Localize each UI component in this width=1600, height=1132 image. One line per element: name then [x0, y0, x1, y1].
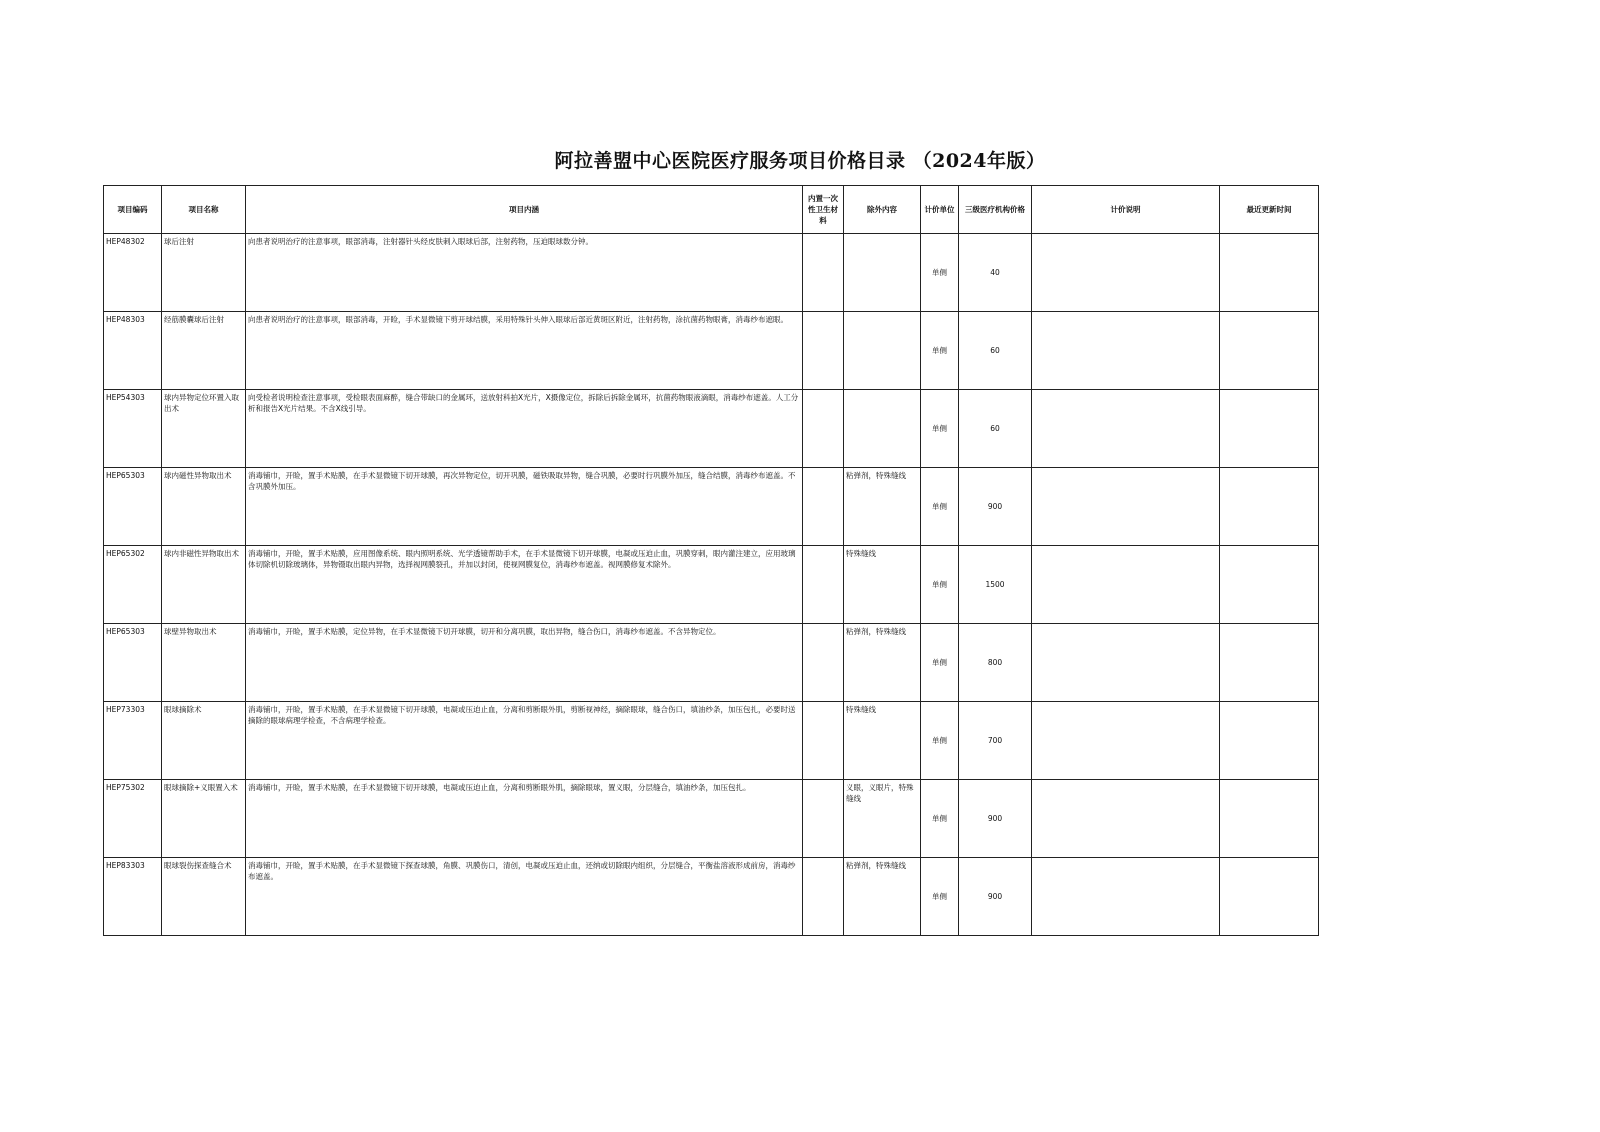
cell-name: 球后注射: [162, 234, 246, 312]
column-header-code: 项目编码: [104, 186, 162, 234]
table-row: [104, 234, 1319, 312]
cell-content: 消毒铺巾，开睑，置手术贴膜，应用图像系统、眼内照明系统、光学透镜帮助手术，在手术显微镜下切开球膜，电凝或压迫止血，巩膜穿刺，眼内灌注建立，应用玻璃体切除机切除玻璃体，异物镊取出眼内异物，选择视网膜裂孔，并加以封闭，使视网膜复位，消毒纱布遮盖。视网膜修复术除外。: [246, 546, 803, 624]
table-row: [104, 624, 1319, 702]
cell-code: HEP65303: [104, 468, 162, 546]
cell-content: 向受检者说明检查注意事项，受检眼表面麻醉，缝合带缺口的金属环，送放射科拍X光片，X摄像定位，拆除后拆除金属环，抗菌药物眼液滴眼，消毒纱布遮盖。人工分析和报告X光片结果。不含X线引导。: [246, 390, 803, 468]
cell-name: 球壁异物取出术: [162, 624, 246, 702]
cell-unit: 单侧: [921, 702, 959, 780]
cell-content: 消毒铺巾，开睑，置手术贴膜，在手术显微镜下探查球膜，角膜、巩膜伤口，清创，电凝或压迫止血，还纳或切除眼内组织，分层缝合，平衡盐溶液形成前房，消毒纱布遮盖。: [246, 858, 803, 936]
cell-code: HEP65302: [104, 546, 162, 624]
cell-code: HEP48303: [104, 312, 162, 390]
table-row: [104, 312, 1319, 390]
header-row: [104, 186, 1319, 234]
column-header-updated: 最近更新时间: [1220, 186, 1319, 234]
table-row: [104, 702, 1319, 780]
cell-updated: [1220, 546, 1319, 624]
table-row: [104, 468, 1319, 546]
cell-exclusions: [844, 234, 921, 312]
cell-code: HEP75302: [104, 780, 162, 858]
cell-updated: [1220, 780, 1319, 858]
cell-consumables: [803, 546, 844, 624]
cell-price: 40: [959, 234, 1032, 312]
table-row: [104, 390, 1319, 468]
cell-unit: 单侧: [921, 234, 959, 312]
cell-notes: [1032, 858, 1220, 936]
cell-name: 球内磁性异物取出术: [162, 468, 246, 546]
cell-price: 900: [959, 858, 1032, 936]
table-body: [104, 234, 1319, 936]
cell-content: 消毒铺巾，开睑，置手术贴膜，在手术显微镜下切开球膜，电凝或压迫止血，分离和剪断眼外肌，剪断视神经，摘除眼球，缝合伤口，填油纱条，加压包扎，必要时送摘除的眼球病理学检查，不含病理学检查。: [246, 702, 803, 780]
cell-content: 消毒铺巾，开睑，置手术贴膜，在手术显微镜下切开球膜，再次异物定位，切开巩膜，磁铁吸取异物，缝合巩膜，必要时行巩膜外加压，缝合结膜，消毒纱布遮盖。不含巩膜外加压。: [246, 468, 803, 546]
cell-consumables: [803, 780, 844, 858]
column-header-content: 项目内涵: [246, 186, 803, 234]
cell-consumables: [803, 312, 844, 390]
cell-consumables: [803, 234, 844, 312]
cell-code: HEP65303: [104, 624, 162, 702]
cell-content: 消毒铺巾，开睑，置手术贴膜，在手术显微镜下切开球膜，电凝或压迫止血，分离和剪断眼外肌，摘除眼球，置义眼，分层缝合，填油纱条，加压包扎。: [246, 780, 803, 858]
cell-updated: [1220, 468, 1319, 546]
table-row: [104, 546, 1319, 624]
cell-unit: 单侧: [921, 390, 959, 468]
cell-name: 经筋膜囊球后注射: [162, 312, 246, 390]
cell-code: HEP83303: [104, 858, 162, 936]
cell-name: 眼球摘除术: [162, 702, 246, 780]
column-header-name: 项目名称: [162, 186, 246, 234]
cell-price: 900: [959, 468, 1032, 546]
cell-price: 60: [959, 390, 1032, 468]
column-header-exclusions: 除外内容: [844, 186, 921, 234]
cell-consumables: [803, 468, 844, 546]
cell-content: 向患者说明治疗的注意事项，眼部消毒，开睑，手术显微镜下剪开球结膜，采用特殊针头伸入眼球后部近黄斑区附近，注射药物，涂抗菌药物眼膏，消毒纱布遮眼。: [246, 312, 803, 390]
cell-exclusions: 粘弹剂，特殊缝线: [844, 624, 921, 702]
cell-updated: [1220, 390, 1319, 468]
cell-updated: [1220, 858, 1319, 936]
cell-price: 60: [959, 312, 1032, 390]
cell-unit: 单侧: [921, 312, 959, 390]
cell-notes: [1032, 624, 1220, 702]
cell-consumables: [803, 624, 844, 702]
table-row: [104, 780, 1319, 858]
cell-code: HEP48302: [104, 234, 162, 312]
cell-notes: [1032, 702, 1220, 780]
cell-consumables: [803, 858, 844, 936]
cell-notes: [1032, 234, 1220, 312]
cell-price: 800: [959, 624, 1032, 702]
cell-price: 1500: [959, 546, 1032, 624]
cell-price: 900: [959, 780, 1032, 858]
cell-notes: [1032, 390, 1220, 468]
cell-name: 球内非磁性异物取出术: [162, 546, 246, 624]
price-table: [103, 185, 1319, 936]
cell-updated: [1220, 234, 1319, 312]
cell-content: 向患者说明治疗的注意事项，眼部消毒，注射器针头经皮肤刺入眼球后部，注射药物，压迫眼球数分钟。: [246, 234, 803, 312]
cell-updated: [1220, 312, 1319, 390]
column-header-unit: 计价单位: [921, 186, 959, 234]
cell-unit: 单侧: [921, 858, 959, 936]
cell-notes: [1032, 312, 1220, 390]
cell-exclusions: 义眼，义眼片，特殊缝线: [844, 780, 921, 858]
cell-unit: 单侧: [921, 780, 959, 858]
cell-notes: [1032, 780, 1220, 858]
cell-exclusions: 特殊缝线: [844, 546, 921, 624]
table-row: [104, 858, 1319, 936]
cell-unit: 单侧: [921, 624, 959, 702]
cell-unit: 单侧: [921, 468, 959, 546]
cell-updated: [1220, 624, 1319, 702]
cell-code: HEP73303: [104, 702, 162, 780]
cell-code: HEP54303: [104, 390, 162, 468]
cell-consumables: [803, 702, 844, 780]
cell-consumables: [803, 390, 844, 468]
cell-exclusions: [844, 312, 921, 390]
cell-exclusions: 粘弹剂，特殊缝线: [844, 858, 921, 936]
cell-updated: [1220, 702, 1319, 780]
cell-price: 700: [959, 702, 1032, 780]
cell-exclusions: 粘弹剂，特殊缝线: [844, 468, 921, 546]
cell-notes: [1032, 546, 1220, 624]
cell-exclusions: [844, 390, 921, 468]
cell-exclusions: 特殊缝线: [844, 702, 921, 780]
cell-name: 眼球裂伤探查缝合术: [162, 858, 246, 936]
page-title: 阿拉善盟中心医院医疗服务项目价格目录 （2024年版）: [554, 150, 1046, 172]
cell-notes: [1032, 468, 1220, 546]
column-header-notes: 计价说明: [1032, 186, 1220, 234]
column-header-price: 三级医疗机构价格: [959, 186, 1032, 234]
cell-name: 球内异物定位环置入取出术: [162, 390, 246, 468]
column-header-consumables: 内置一次性卫生材料: [803, 186, 844, 234]
cell-name: 眼球摘除+义眼置入术: [162, 780, 246, 858]
cell-unit: 单侧: [921, 546, 959, 624]
cell-content: 消毒铺巾，开睑，置手术贴膜，定位异物，在手术显微镜下切开球膜，切开和分离巩膜，取出异物，缝合伤口，消毒纱布遮盖。不含异物定位。: [246, 624, 803, 702]
